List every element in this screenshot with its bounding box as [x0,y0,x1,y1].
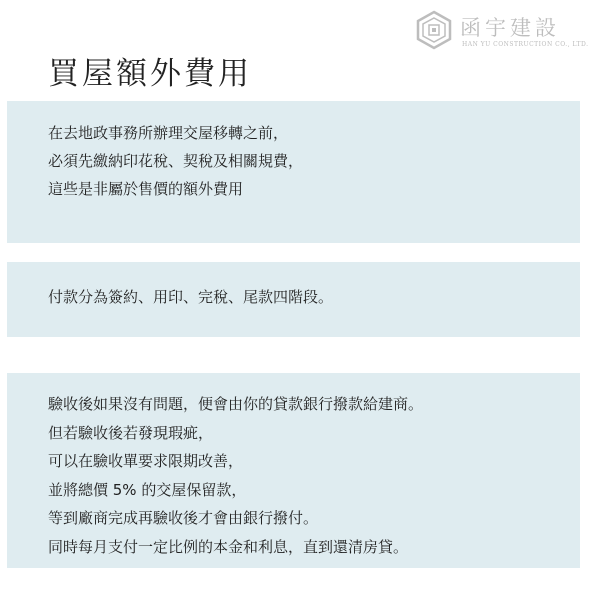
page-title: 買屋額外費用 [48,56,252,92]
text-line: 同時每月支付一定比例的本金和利息，直到還清房貸。 [48,537,409,556]
logo-mark-icon [414,10,454,50]
info-panel-payment-stages [7,262,580,337]
panel-text [48,390,423,561]
info-panel-fees [7,101,580,243]
text-line: 等到廠商完成再驗收後才會由銀行撥付。 [48,509,319,527]
company-logo [414,10,594,54]
text-line: 可以在驗收單要求限期改善， [48,452,244,470]
logo-name: 函宇建設 [460,16,560,40]
text-line: 在去地政事務所辦理交屋移轉之前， [48,124,289,142]
text-line: 付款分為簽約、用印、完稅、尾款四階段。 [48,288,334,306]
panel-text [48,283,333,311]
panel-text [48,119,303,203]
text-line: 必須先繳納印花稅、契稅及相關規費， [48,152,304,170]
text-line: 這些是非屬於售價的額外費用 [48,180,244,198]
text-line: 驗收後如果沒有問題，便會由你的貸款銀行撥款給建商。 [48,395,424,413]
logo-subtitle: HAN YU CONSTRUCTION CO., LTD. [462,41,589,48]
text-line: 但若驗收後若發現瑕疵， [48,423,214,442]
info-panel-inspection [7,373,580,568]
text-line: 並將總價 5% 的交屋保留款， [48,480,247,499]
